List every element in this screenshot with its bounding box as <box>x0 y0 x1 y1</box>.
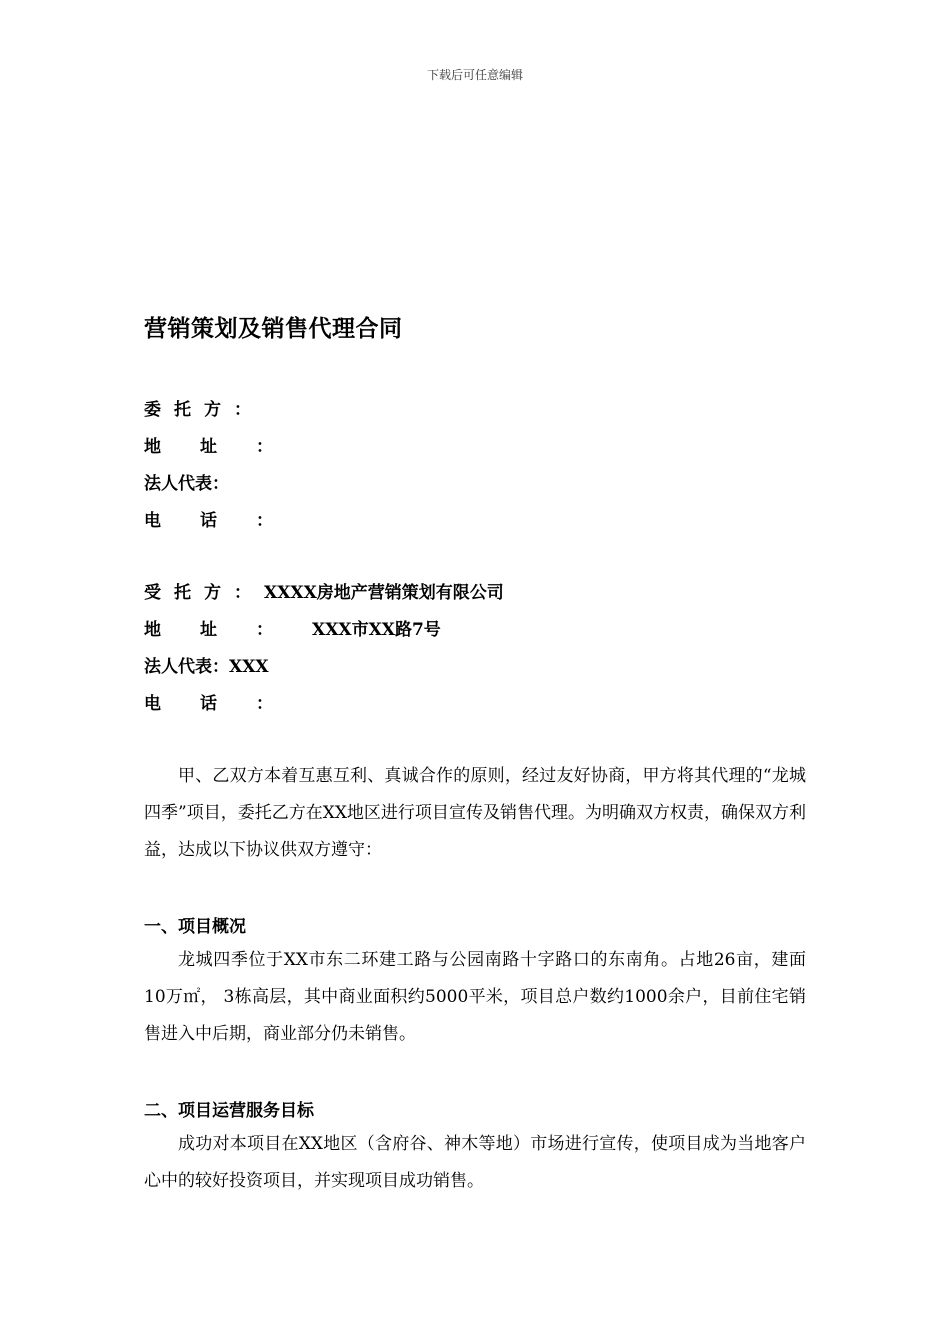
client-legal-rep-label: 法人代表： <box>144 474 229 494</box>
client-row <box>144 437 312 474</box>
agent-address-label: 地址： <box>144 620 312 640</box>
page-header: 下载后可任意编辑 <box>426 68 523 82</box>
client-party-block <box>144 400 312 548</box>
agent-legal-rep-label: 法人代表： <box>144 657 229 677</box>
intro-paragraph: 甲、乙双方本着互惠互利、真诚合作的原则，经过友好协商，甲方将其代理的“龙城四季”项目，委托乙方在XX地区进行项目宣传及销售代理。为明确双方权责，确保双方利益，达成以下协议供双方遵守： <box>144 766 806 860</box>
agent-name-value: XXXX房地产营销策划有限公司 <box>264 583 504 603</box>
client-row <box>144 400 312 437</box>
agent-row <box>144 620 504 657</box>
client-phone-label: 电话： <box>144 511 312 531</box>
section-body-service-goals: 成功对本项目在XX地区（含府谷、神木等地）市场进行宣传，使项目成为当地客户心中的较好投资项目，并实现项目成功销售。 <box>144 1134 806 1191</box>
section-heading-project-overview: 一、项目概况 <box>144 917 246 937</box>
agent-row <box>144 657 504 694</box>
agent-party-block <box>144 583 504 731</box>
document-title: 营销策划及销售代理合同 <box>144 316 403 342</box>
agent-name-label: 受托方： <box>144 583 264 603</box>
agent-row <box>144 694 504 731</box>
client-address-label: 地址： <box>144 437 312 457</box>
client-row <box>144 511 312 548</box>
agent-legal-rep-value: XXX <box>229 657 269 677</box>
client-row <box>144 474 312 511</box>
agent-row <box>144 583 504 620</box>
agent-address-value: XXX市XX路7号 <box>312 620 441 640</box>
section-heading-service-goals: 二、项目运营服务目标 <box>144 1101 314 1121</box>
client-name-label: 委托方： <box>144 400 264 420</box>
agent-phone-label: 电话： <box>144 694 312 714</box>
section-body-project-overview: 龙城四季位于XX市东二环建工路与公园南路十字路口的东南角。占地26亩，建面10万㎡， 3栋高层，其中商业面积约5000平米，项目总户数约1000余户，目前住宅销售进入中后期，商业部分仍未销售。 <box>144 950 806 1044</box>
